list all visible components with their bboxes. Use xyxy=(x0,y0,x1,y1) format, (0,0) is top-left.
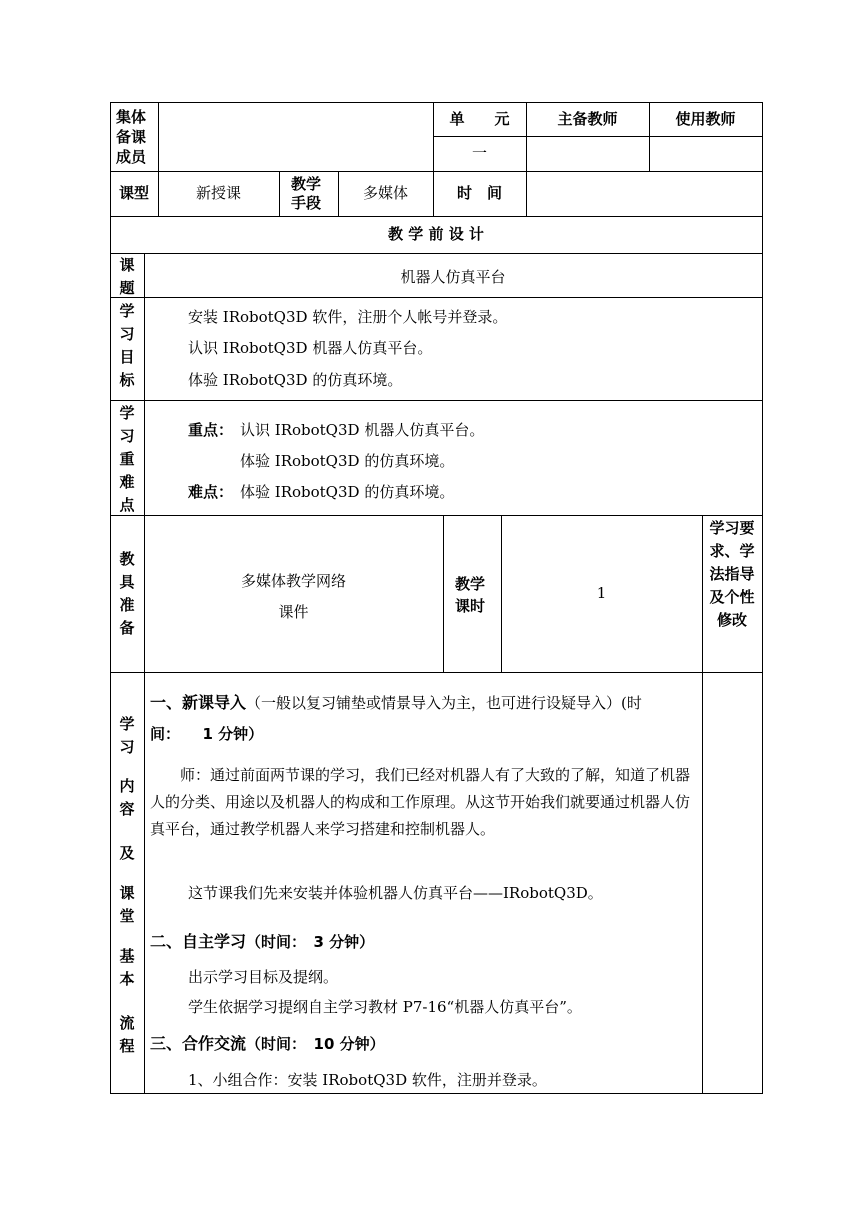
unit-label: 单 元 xyxy=(449,110,510,128)
section3-heading xyxy=(150,1036,385,1052)
type-label: 课型 xyxy=(118,184,149,202)
content-label-char: 流 xyxy=(119,1014,135,1032)
objective-item: 安装 IRobotQ3D 软件，注册个人帐号并登录。 xyxy=(188,308,508,326)
table-border xyxy=(110,171,763,172)
section2-line: 出示学习目标及提纲。 xyxy=(188,968,339,986)
section1-time: 间： 1 分钟） xyxy=(150,725,264,743)
table-border xyxy=(110,400,763,401)
section1-heading xyxy=(150,695,698,711)
side-notes-label: 学习要求、学法指导及个性修改 xyxy=(709,519,755,629)
means-value: 多媒体 xyxy=(362,184,408,202)
section3-title: 三、合作交流 xyxy=(150,1034,247,1053)
topic-value: 机器人仿真平台 xyxy=(400,268,506,286)
section3-time: （时间： 10 分钟） xyxy=(246,1035,385,1053)
objective-item: 体验 IRobotQ3D 的仿真环境。 xyxy=(188,371,403,389)
table-border xyxy=(110,297,763,298)
key-point-label: 重点： xyxy=(188,421,234,439)
section1-title: 一、新课导入 xyxy=(150,693,247,712)
content-label-char: 内 xyxy=(119,777,135,795)
table-border xyxy=(279,171,280,216)
members-label: 集体备课成员 xyxy=(116,108,147,166)
content-label-char: 习 xyxy=(119,738,135,756)
keypoints-label: 学习重难点 xyxy=(119,404,135,514)
section2-heading xyxy=(150,934,374,950)
content-label-char: 堂 xyxy=(119,907,135,925)
main-teacher-label: 主备教师 xyxy=(557,110,618,128)
tools-line1: 多媒体教学网络 xyxy=(240,572,346,590)
section1-paragraph2: 这节课我们先来安装并体验机器人仿真平台——IRobotQ3D。 xyxy=(188,884,603,902)
table-border xyxy=(110,216,763,217)
table-border xyxy=(443,515,444,672)
section1-note: （一般以复习铺垫或情景导入为主，也可进行设疑导入）(时 xyxy=(246,694,642,712)
key-point-item: 认识 IRobotQ3D 机器人仿真平台。 xyxy=(240,421,485,439)
table-border xyxy=(110,253,763,254)
section1-paragraph: 师：通过前面两节课的学习，我们已经对机器人有了大致的了解，知道了机器人的分类、用途以及机器人的构成和工作原理。从这节开始我们就要通过机器人仿真平台，通过教学机器人来学习搭建和控制机器人。 xyxy=(150,766,691,838)
table-border xyxy=(702,515,703,1093)
table-border xyxy=(110,102,111,1094)
table-border xyxy=(110,515,763,516)
means-label: 教学手段 xyxy=(291,175,322,212)
section3-line: 1、小组合作：安装 IRobotQ3D 软件，注册并登录。 xyxy=(188,1071,547,1089)
table-border xyxy=(110,672,763,673)
unit-value: 一 xyxy=(471,144,487,162)
difficult-point-item: 体验 IRobotQ3D 的仿真环境。 xyxy=(240,483,455,501)
content-label-char: 及 xyxy=(119,844,135,862)
content-label-char: 学 xyxy=(119,715,135,733)
content-label-char: 基 xyxy=(119,947,135,965)
content-label-char: 容 xyxy=(119,800,135,818)
difficult-point-label: 难点： xyxy=(188,483,234,501)
topic-label: 课题 xyxy=(119,256,135,297)
table-border xyxy=(144,253,145,1093)
content-label-char: 程 xyxy=(119,1037,135,1055)
section2-line: 学生依据学习提纲自主学习教材 P7-16“机器人仿真平台”。 xyxy=(188,998,582,1016)
objectives-label: 学习目标 xyxy=(119,302,135,389)
time-label: 时 间 xyxy=(456,184,502,202)
hours-value: 1 xyxy=(596,584,607,602)
table-border xyxy=(433,136,763,137)
type-value: 新授课 xyxy=(195,184,241,202)
use-teacher-label: 使用教师 xyxy=(675,110,736,128)
tools-label: 教具准备 xyxy=(119,550,135,637)
table-border xyxy=(110,102,763,103)
hours-label: 教学课时 xyxy=(455,575,486,615)
objective-item: 认识 IRobotQ3D 机器人仿真平台。 xyxy=(188,339,433,357)
section2-time: （时间： 3 分钟） xyxy=(246,933,375,951)
tools-line2: 课件 xyxy=(278,603,309,621)
content-label-char: 课 xyxy=(119,884,135,902)
section2-title: 二、自主学习 xyxy=(150,932,247,951)
design-title: 教 学 前 设 计 xyxy=(388,225,484,243)
table-border xyxy=(762,102,763,1094)
table-border xyxy=(110,1093,763,1094)
content-label-char: 本 xyxy=(119,970,135,988)
key-point-item: 体验 IRobotQ3D 的仿真环境。 xyxy=(240,452,455,470)
